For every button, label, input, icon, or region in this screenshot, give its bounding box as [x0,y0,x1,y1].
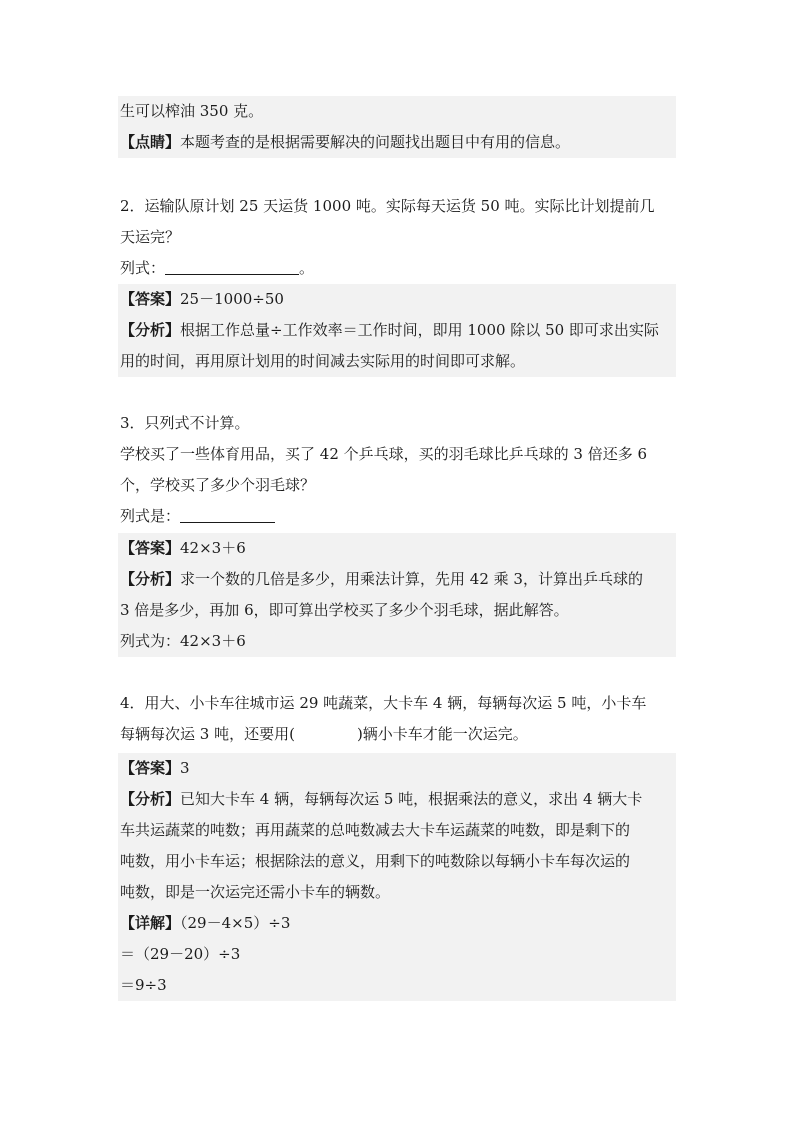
detail-tag: 【详解】 [120,914,181,932]
q3-analysis-line-2: 3 倍是多少，再加 6，即可算出学校买了多少个羽毛球，据此解答。 [120,601,569,619]
q2-answer-text: 25－1000÷50 [180,290,284,308]
note-tag: 【点睛】 [120,133,181,151]
q3-result-line: 列式为：42×3＋6 [120,632,246,650]
q4-answer-block [118,753,676,1001]
q3-title-line: 3．只列式不计算。 [120,414,250,432]
q2-answer-block [118,284,676,377]
q4-analysis-line-2: 车共运蔬菜的吨数；再用蔬菜的总吨数减去大卡车运蔬菜的吨数，即是剩下的 [120,821,631,839]
q2-stem-block [118,191,676,284]
q3-stem-block [118,408,676,532]
q4-analysis-text-1: 已知大卡车 4 辆，每辆每次运 5 吨，根据乘法的意义，求出 4 辆大卡 [180,790,643,808]
q3-analysis-text-1: 求一个数的几倍是多少，用乘法计算，先用 42 乘 3，计算出乒乓球的 [180,570,643,588]
q4-detail-line-3: ＝9÷3 [120,976,167,994]
q4-analysis-line-4: 吨数，即是一次运完还需小卡车的辆数。 [120,883,391,901]
q2-formula-label: 列式： [120,259,166,277]
analysis-tag: 【分析】 [120,790,181,808]
answer-tag: 【答案】 [120,290,181,308]
q4-stem-line-2 [118,719,676,750]
q3-answer-block [118,533,676,657]
note-text: 本题考查的是根据需要解决的问题找出题目中有用的信息。 [180,133,571,151]
q3-formula-label: 列式是： [120,507,181,525]
answer-tag: 【答案】 [120,759,181,777]
q1-text-line: 生可以榨油 350 克。 [120,102,264,120]
q4-answer-text: 3 [180,759,190,777]
q4-stem-part-b: )辆小卡车才能一次运完。 [356,725,528,743]
q2-formula-line [118,253,676,284]
q3-stem-line-1: 学校买了一些体育用品，买了 42 个乒乓球，买的羽毛球比乒乓球的 3 倍还多 6 [120,445,648,463]
q1-tail-block [118,96,676,158]
q2-analysis-text-1: 根据工作总量÷工作效率＝工作时间，即用 1000 除以 50 即可求出实际 [180,321,659,339]
q4-stem-part-a: 每辆每次运 3 吨，还要用( [120,725,295,743]
answer-tag: 【答案】 [120,539,181,557]
q4-stem-line-1: 4．用大、小卡车往城市运 29 吨蔬菜，大卡车 4 辆，每辆每次运 5 吨，小卡车 [120,694,647,712]
q2-analysis-line-1 [118,315,676,346]
analysis-tag: 【分析】 [120,321,181,339]
q4-analysis-line-1 [118,784,676,815]
q4-stem-block [118,688,676,750]
q4-detail-line-1 [118,908,676,939]
q3-formula-line [118,501,676,532]
q2-analysis-line-2: 用的时间，再用原计划用的时间减去实际用的时间即可求解。 [120,352,526,370]
analysis-tag: 【分析】 [120,570,181,588]
q2-stem-line-2: 天运完？ [120,228,181,246]
q3-answer-line [118,533,676,564]
q1-note-line [118,127,676,158]
q3-answer-text: 42×3＋6 [180,539,246,557]
q3-stem-line-2: 个，学校买了多少个羽毛球？ [120,476,316,494]
q2-answer-line [118,284,676,315]
q4-detail-text-1: （29－4×5）÷3 [180,914,291,932]
q3-analysis-line-1 [118,564,676,595]
q3-formula-blank[interactable] [180,508,275,523]
q2-formula-end: 。 [299,259,315,277]
q2-formula-blank[interactable] [165,260,299,275]
q4-answer-line [118,753,676,784]
q4-analysis-line-3: 吨数，用小卡车运；根据除法的意义，用剩下的吨数除以每辆小卡车每次运的 [120,852,631,870]
q4-detail-line-2: ＝（29－20）÷3 [120,945,241,963]
q2-stem-line-1: 2．运输队原计划 25 天运货 1000 吨。实际每天运货 50 吨。实际比计划提前几 [120,197,655,215]
